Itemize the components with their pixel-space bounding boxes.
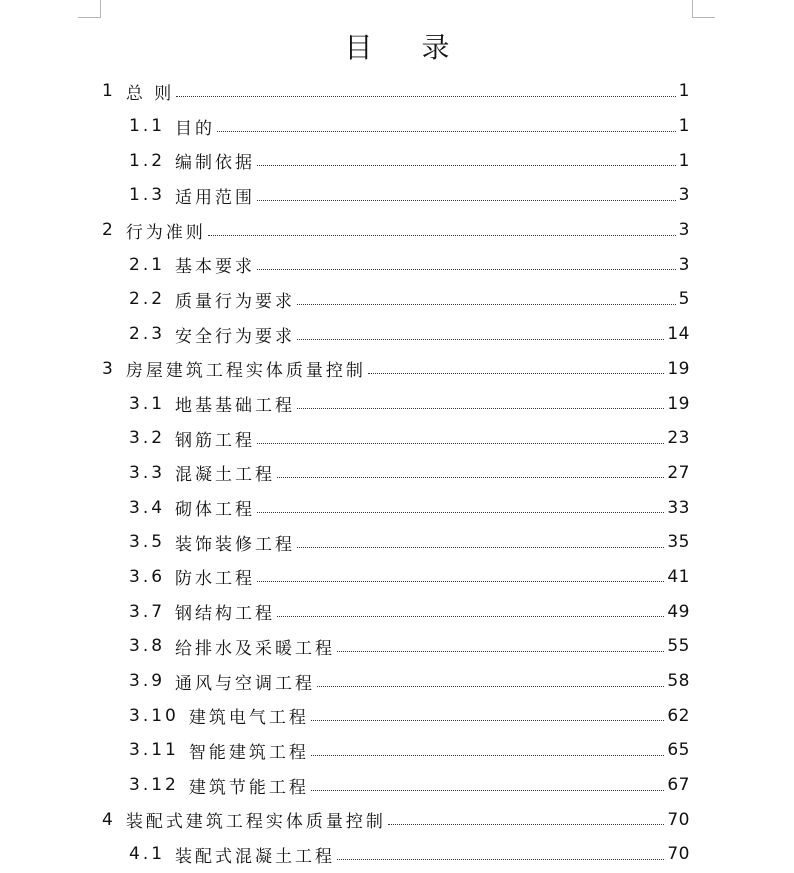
toc-entry[interactable]	[0, 664, 794, 699]
toc-dot-leader	[297, 304, 676, 305]
toc-dot-leader	[257, 165, 676, 166]
toc-entry-label: 地基基础工程	[175, 396, 296, 417]
toc-entry-page: 33	[667, 497, 690, 518]
toc-entry[interactable]	[0, 456, 794, 491]
toc-dot-leader	[388, 824, 665, 825]
toc-dot-leader	[277, 616, 664, 617]
toc-entry[interactable]	[0, 768, 794, 803]
toc-entry-number: 1.3	[129, 185, 166, 206]
toc-dot-leader	[217, 131, 676, 132]
toc-entry-label: 钢筋工程	[175, 430, 256, 451]
toc-entry[interactable]	[0, 525, 794, 560]
toc-entry-label: 装配式混凝土工程	[175, 846, 336, 867]
toc-dot-leader	[257, 200, 676, 201]
toc-entry[interactable]	[0, 213, 794, 248]
page-corner-mark-left	[78, 0, 101, 18]
toc-entry-number: 3.7	[129, 601, 166, 622]
toc-entry-number: 3	[102, 358, 116, 379]
toc-entry[interactable]	[0, 386, 794, 421]
toc-dot-leader	[368, 373, 665, 374]
toc-entry[interactable]	[0, 560, 794, 595]
toc-entry-page: 3	[678, 254, 690, 275]
toc-entry-label: 通风与空调工程	[175, 673, 316, 694]
toc-entry-label: 装配式建筑工程实体质量控制	[125, 812, 386, 833]
toc-entry-page: 70	[667, 809, 690, 830]
toc-entry[interactable]	[0, 594, 794, 629]
toc-entry[interactable]	[0, 178, 794, 213]
toc-entry-number: 2.3	[129, 324, 166, 345]
toc-dot-leader	[317, 686, 664, 687]
toc-entry-page: 5	[678, 289, 690, 310]
toc-entry-label: 智能建筑工程	[188, 742, 309, 763]
table-of-contents	[0, 74, 794, 872]
toc-entry-page: 19	[667, 358, 690, 379]
toc-entry-label: 房屋建筑工程实体质量控制	[125, 361, 366, 382]
toc-entry-page: 35	[667, 532, 690, 553]
toc-entry-page: 1	[678, 116, 690, 137]
toc-entry-label: 编制依据	[175, 153, 256, 174]
toc-dot-leader	[297, 408, 664, 409]
toc-dot-leader	[297, 547, 664, 548]
toc-entry-page: 1	[678, 81, 690, 102]
toc-entry[interactable]	[0, 74, 794, 109]
toc-dot-leader	[257, 581, 664, 582]
toc-dot-leader	[277, 477, 664, 478]
toc-entry-label: 基本要求	[175, 257, 256, 278]
toc-dot-leader	[297, 339, 664, 340]
toc-entry-number: 3.11	[129, 740, 179, 761]
toc-entry-label: 适用范围	[175, 187, 256, 208]
toc-dot-leader	[257, 269, 676, 270]
toc-entry-page: 3	[678, 220, 690, 241]
toc-entry-label: 建筑节能工程	[188, 777, 309, 798]
toc-entry-number: 1.2	[129, 150, 166, 171]
toc-entry-label: 砌体工程	[175, 500, 256, 521]
toc-entry[interactable]	[0, 317, 794, 352]
toc-entry-page: 49	[667, 601, 690, 622]
toc-entry-page: 27	[667, 462, 690, 483]
toc-entry-number: 3.5	[129, 532, 166, 553]
toc-entry-number: 3.2	[129, 428, 166, 449]
toc-entry-label: 总 则	[125, 83, 175, 104]
toc-entry-number: 3.1	[129, 393, 166, 414]
toc-entry-label: 质量行为要求	[175, 291, 296, 312]
toc-entry-label: 装饰装修工程	[175, 534, 296, 555]
toc-entry[interactable]	[0, 490, 794, 525]
toc-entry[interactable]	[0, 733, 794, 768]
toc-dot-leader	[337, 651, 664, 652]
toc-title: 目 录	[344, 31, 470, 64]
toc-entry[interactable]	[0, 109, 794, 144]
toc-dot-leader	[311, 720, 665, 721]
toc-entry-number: 2.1	[129, 254, 166, 275]
toc-entry-page: 3	[678, 185, 690, 206]
toc-entry-page: 62	[667, 705, 690, 726]
toc-entry-page: 19	[667, 393, 690, 414]
toc-dot-leader	[311, 755, 665, 756]
toc-entry-label: 防水工程	[175, 569, 256, 590]
toc-entry-page: 70	[667, 844, 690, 865]
toc-entry-label: 给排水及采暖工程	[175, 638, 336, 659]
toc-entry[interactable]	[0, 837, 794, 872]
toc-entry[interactable]	[0, 282, 794, 317]
toc-entry-label: 目的	[175, 118, 216, 139]
toc-entry[interactable]	[0, 802, 794, 837]
toc-entry-number: 2.2	[129, 289, 166, 310]
toc-entry-page: 41	[667, 566, 690, 587]
toc-entry[interactable]	[0, 698, 794, 733]
toc-entry[interactable]	[0, 352, 794, 387]
toc-dot-leader	[311, 790, 665, 791]
toc-entry-label: 安全行为要求	[175, 326, 296, 347]
toc-entry-number: 3.8	[129, 636, 166, 657]
toc-entry-number: 3.6	[129, 566, 166, 587]
toc-entry-number: 3.12	[129, 775, 179, 796]
toc-entry[interactable]	[0, 629, 794, 664]
toc-entry-label: 行为准则	[125, 222, 206, 243]
toc-dot-leader	[257, 512, 664, 513]
toc-entry-page: 23	[667, 428, 690, 449]
toc-entry[interactable]	[0, 247, 794, 282]
toc-dot-leader	[257, 443, 664, 444]
toc-entry-page: 1	[678, 150, 690, 171]
toc-entry[interactable]	[0, 421, 794, 456]
toc-entry-label: 混凝土工程	[175, 465, 276, 486]
toc-entry[interactable]	[0, 143, 794, 178]
toc-dot-leader	[208, 235, 676, 236]
toc-entry-page: 65	[667, 740, 690, 761]
toc-entry-number: 4	[102, 809, 116, 830]
toc-entry-number: 2	[102, 220, 116, 241]
toc-entry-number: 3.10	[129, 705, 179, 726]
toc-entry-number: 3.4	[129, 497, 166, 518]
toc-entry-label: 建筑电气工程	[188, 708, 309, 729]
toc-dot-leader	[337, 859, 664, 860]
toc-dot-leader	[176, 96, 675, 97]
toc-entry-page: 67	[667, 775, 690, 796]
page-corner-mark-right	[692, 0, 715, 18]
toc-entry-page: 58	[667, 671, 690, 692]
toc-entry-number: 3.9	[129, 671, 166, 692]
toc-entry-label: 钢结构工程	[175, 604, 276, 625]
toc-entry-number: 3.3	[129, 462, 166, 483]
toc-entry-number: 4.1	[129, 844, 166, 865]
toc-entry-page: 55	[667, 636, 690, 657]
toc-entry-number: 1.1	[129, 116, 166, 137]
toc-entry-page: 14	[667, 324, 690, 345]
toc-entry-number: 1	[102, 81, 116, 102]
